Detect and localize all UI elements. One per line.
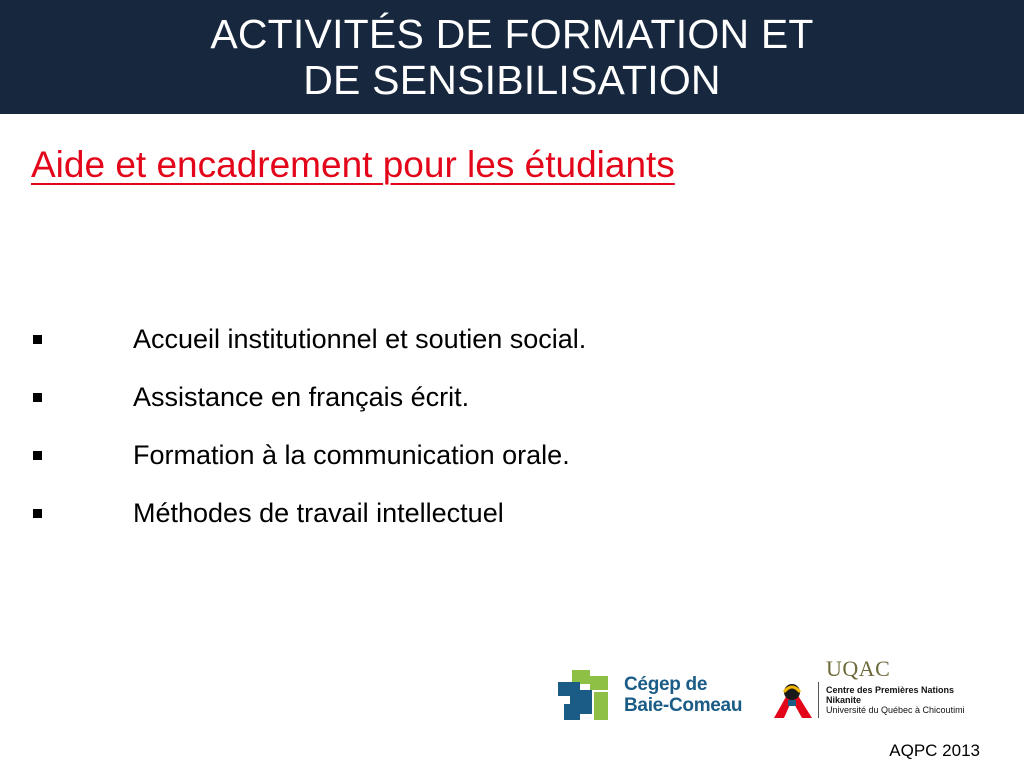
list-item-text: Assistance en français écrit. — [133, 381, 470, 412]
uqac-emblem-icon — [770, 680, 816, 720]
uqac-logo — [770, 656, 990, 722]
title-line-1: ACTIVITÉS DE FORMATION ET — [210, 11, 814, 57]
list-item-text: Formation à la communication orale. — [133, 439, 570, 470]
list-item-text: Méthodes de travail intellectuel — [133, 497, 504, 528]
list-item — [30, 426, 586, 484]
title-bar — [0, 0, 1024, 114]
title-line-2: DE SENSIBILISATION — [303, 57, 721, 103]
list-item-text: Accueil institutionnel et soutien social. — [133, 323, 587, 354]
cegep-emblem-icon — [556, 666, 612, 724]
uqac-line-3: Université du Québec à Chicoutimi — [826, 705, 965, 715]
list-item — [30, 484, 586, 542]
square-bullet-icon — [33, 335, 42, 344]
square-bullet-icon — [33, 451, 42, 460]
uqac-wordmark: UQAC — [826, 656, 891, 681]
cegep-name-line-1: Cégep de — [624, 674, 708, 695]
uqac-divider — [818, 682, 819, 718]
bullet-list — [30, 310, 586, 542]
square-bullet-icon — [33, 393, 42, 402]
list-item — [30, 368, 586, 426]
cegep-name — [624, 674, 742, 716]
cegep-logo — [556, 666, 746, 724]
square-bullet-icon — [33, 509, 42, 518]
uqac-line-1: Centre des Premières Nations — [826, 685, 955, 695]
cegep-name-line-2: Baie-Comeau — [624, 695, 743, 716]
list-item — [30, 310, 586, 368]
section-subtitle: Aide et encadrement pour les étudiants — [31, 144, 675, 185]
footer-label: AQPC 2013 — [889, 741, 980, 760]
uqac-centre-name — [826, 685, 965, 715]
uqac-line-2: Nikanite — [826, 695, 862, 705]
